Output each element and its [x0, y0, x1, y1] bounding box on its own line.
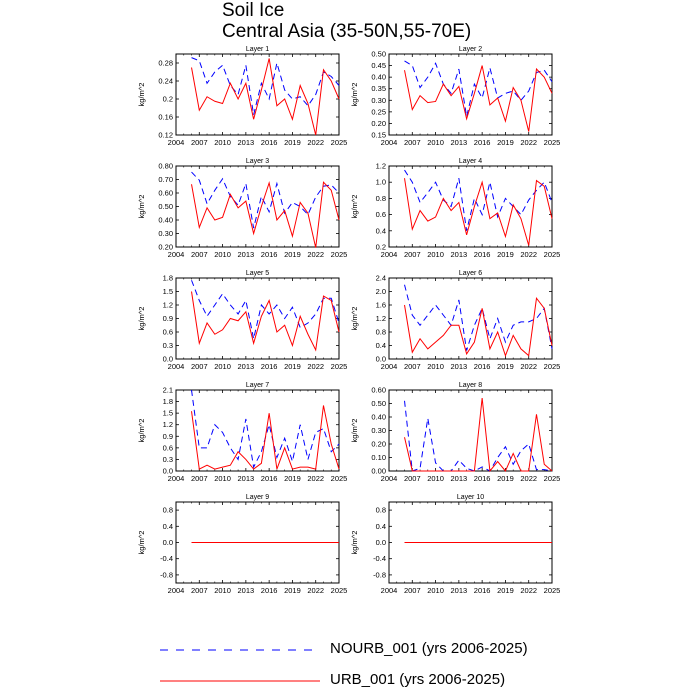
- legend-entry-urb: [160, 669, 560, 693]
- x-tick-label: 2022: [307, 138, 325, 147]
- x-tick-label: 2010: [427, 250, 444, 259]
- x-tick-label: 2004: [380, 138, 398, 147]
- y-tick-label: 1.2: [162, 420, 173, 430]
- y-tick-label: 2.0: [375, 287, 386, 296]
- y-tick-label: 0.12: [158, 130, 173, 140]
- x-tick-label: 2010: [214, 474, 231, 483]
- y-tick-label: 0.40: [158, 215, 173, 225]
- plot-frame: [389, 278, 552, 359]
- series-line-nourb: [405, 285, 552, 351]
- panel-title: Layer 10: [456, 494, 485, 501]
- x-tick-label: 2022: [520, 362, 538, 371]
- legend-swatch-urb: [160, 669, 320, 693]
- y-tick-label: 0.0: [162, 538, 173, 547]
- x-tick-label: 2013: [450, 362, 468, 371]
- series-line-urb: [192, 292, 339, 351]
- x-tick-label: 2016: [473, 474, 491, 483]
- y-tick-label: 0.9: [162, 314, 173, 323]
- plot-frame: [389, 390, 552, 471]
- y-tick-label: 0.10: [371, 453, 386, 462]
- x-tick-label: 2004: [167, 474, 185, 483]
- y-tick-label: 0.0: [162, 466, 173, 476]
- x-tick-label: 2025: [543, 586, 561, 595]
- x-tick-label: 2010: [214, 138, 231, 147]
- panel-title: Layer 1: [245, 46, 270, 53]
- legend-swatch-nourb: [160, 638, 320, 662]
- x-tick-label: 2025: [330, 362, 348, 371]
- x-tick-label: 2010: [214, 250, 231, 259]
- chart-panel-9: [137, 494, 347, 595]
- x-tick-label: 2016: [260, 586, 278, 595]
- y-tick-label: 0.20: [371, 118, 386, 128]
- chart-panel-4: [350, 158, 560, 259]
- y-axis-label: kg/m^2: [350, 418, 359, 443]
- x-tick-label: 2022: [520, 138, 538, 147]
- series-line-urb: [405, 398, 552, 471]
- legend-entry-nourb: [160, 638, 560, 662]
- title-line-2: Central Asia (35-50N,55-70E): [222, 21, 472, 42]
- x-tick-label: 2004: [167, 138, 185, 147]
- chart-panel-5: [137, 270, 347, 371]
- legend-label-urb: URB_001 (yrs 2006-2025): [330, 671, 506, 688]
- chart-panel-7: [137, 382, 347, 483]
- chart-panel-2: [350, 46, 560, 147]
- x-tick-label: 2019: [284, 250, 301, 259]
- x-tick-label: 2025: [543, 474, 561, 483]
- y-axis-label: kg/m^2: [350, 306, 359, 331]
- x-tick-label: 2004: [167, 586, 185, 595]
- x-tick-label: 2025: [543, 362, 561, 371]
- title-line-1: Soil Ice: [222, 0, 285, 21]
- y-tick-label: 0.45: [371, 61, 386, 71]
- series-line-urb: [192, 405, 339, 469]
- x-tick-label: 2016: [473, 586, 491, 595]
- y-tick-label: -0.4: [160, 554, 173, 564]
- y-tick-label: 1.5: [162, 287, 173, 296]
- x-tick-label: 2025: [330, 250, 348, 259]
- y-tick-label: 0.25: [371, 107, 386, 117]
- y-tick-label: 0.20: [158, 242, 173, 252]
- y-tick-label: 2.1: [162, 385, 173, 395]
- y-axis-label: kg/m^2: [137, 306, 146, 331]
- x-tick-label: 2007: [403, 474, 421, 483]
- x-tick-label: 2010: [214, 362, 231, 371]
- y-axis-label: kg/m^2: [137, 82, 146, 107]
- x-tick-label: 2013: [450, 474, 468, 483]
- x-tick-label: 2019: [284, 586, 301, 595]
- y-tick-label: 0.50: [158, 202, 173, 211]
- y-tick-label: 1.8: [162, 273, 173, 283]
- series-line-urb: [405, 298, 552, 355]
- x-tick-label: 2025: [330, 586, 348, 595]
- plot-frame: [176, 54, 339, 135]
- y-tick-label: 0.00: [371, 466, 386, 476]
- x-tick-label: 2004: [167, 250, 185, 259]
- x-tick-label: 2019: [497, 474, 514, 483]
- x-tick-label: 2016: [473, 250, 491, 259]
- x-tick-label: 2010: [427, 474, 444, 483]
- x-tick-label: 2010: [214, 586, 231, 595]
- x-tick-label: 2025: [543, 138, 561, 147]
- series-line-nourb: [192, 58, 339, 115]
- y-axis-label: kg/m^2: [137, 418, 146, 443]
- y-tick-label: 0.4: [162, 521, 173, 531]
- x-tick-label: 2019: [284, 362, 301, 371]
- panel-title: Layer 5: [245, 270, 270, 277]
- x-tick-label: 2013: [237, 138, 255, 147]
- panel-title: Layer 8: [458, 382, 483, 389]
- y-tick-label: 1.2: [162, 300, 173, 310]
- y-axis-label: kg/m^2: [137, 530, 146, 555]
- y-axis-label: kg/m^2: [137, 194, 146, 219]
- y-tick-label: 0.60: [371, 385, 386, 395]
- y-tick-label: 0.15: [371, 130, 386, 140]
- y-tick-label: -0.4: [373, 554, 386, 564]
- chart-panel-1: [137, 46, 347, 147]
- x-tick-label: 2004: [380, 474, 398, 483]
- y-tick-label: 0.24: [158, 76, 173, 86]
- panel-title: Layer 9: [245, 494, 270, 501]
- x-tick-label: 2025: [543, 250, 561, 259]
- y-tick-label: 0.28: [158, 58, 173, 68]
- y-tick-label: 0.8: [162, 505, 173, 515]
- x-tick-label: 2007: [403, 362, 421, 371]
- x-tick-label: 2004: [167, 362, 185, 371]
- x-tick-label: 2007: [403, 250, 421, 259]
- x-tick-label: 2007: [403, 138, 421, 147]
- y-tick-label: 0.6: [162, 327, 173, 337]
- x-tick-label: 2022: [307, 250, 325, 259]
- y-tick-label: 0.0: [375, 538, 386, 547]
- series-line-urb: [192, 59, 339, 136]
- y-tick-label: 0.0: [375, 354, 386, 364]
- x-tick-label: 2019: [497, 138, 514, 147]
- x-tick-label: 2013: [237, 586, 255, 595]
- x-tick-label: 2007: [190, 138, 208, 147]
- y-tick-label: 0.80: [158, 161, 173, 171]
- y-tick-label: 0.2: [375, 242, 386, 252]
- x-tick-label: 2019: [284, 138, 301, 147]
- y-tick-label: 0.30: [371, 95, 386, 105]
- y-tick-label: 0.40: [371, 72, 386, 82]
- x-tick-label: 2007: [190, 586, 208, 595]
- x-tick-label: 2025: [330, 474, 348, 483]
- x-tick-label: 2016: [260, 362, 278, 371]
- y-tick-label: 0.70: [158, 175, 173, 184]
- x-tick-label: 2022: [520, 250, 538, 259]
- y-tick-label: 0.4: [375, 226, 386, 236]
- x-tick-label: 2022: [307, 474, 325, 483]
- series-line-nourb: [405, 170, 552, 231]
- y-tick-label: 0.8: [375, 193, 386, 203]
- plot-frame: [389, 166, 552, 247]
- x-tick-label: 2013: [237, 250, 255, 259]
- panel-title: Layer 6: [458, 270, 483, 277]
- y-tick-label: 0.40: [371, 412, 386, 422]
- x-tick-label: 2016: [473, 362, 491, 371]
- x-tick-label: 2019: [497, 362, 514, 371]
- x-tick-label: 2007: [190, 474, 208, 483]
- x-tick-label: 2016: [260, 250, 278, 259]
- x-tick-label: 2010: [427, 586, 444, 595]
- y-tick-label: 0.8: [375, 327, 386, 337]
- y-tick-label: 1.0: [375, 177, 386, 187]
- chart-panel-10: [350, 494, 560, 595]
- x-tick-label: 2022: [307, 586, 325, 595]
- panel-title: Layer 7: [245, 382, 270, 389]
- y-tick-label: 1.8: [162, 397, 173, 407]
- plot-frame: [176, 166, 339, 247]
- x-tick-label: 2007: [190, 250, 208, 259]
- x-tick-label: 2013: [450, 250, 468, 259]
- y-axis-label: kg/m^2: [350, 82, 359, 107]
- chart-panel-6: [350, 270, 560, 371]
- x-tick-label: 2025: [330, 138, 348, 147]
- x-tick-label: 2013: [450, 586, 468, 595]
- y-tick-label: 0.3: [162, 341, 173, 350]
- x-tick-label: 2007: [403, 586, 421, 595]
- y-tick-label: 0.2: [162, 94, 173, 104]
- y-tick-label: -0.8: [373, 570, 386, 580]
- y-tick-label: 0.16: [158, 112, 173, 122]
- x-tick-label: 2010: [427, 138, 444, 147]
- y-tick-label: 0.4: [375, 341, 386, 350]
- chart-panel-8: [350, 382, 560, 483]
- x-tick-label: 2004: [380, 250, 398, 259]
- y-tick-label: 1.6: [375, 300, 386, 310]
- x-tick-label: 2022: [520, 586, 538, 595]
- x-tick-label: 2019: [497, 250, 514, 259]
- y-tick-label: 0.9: [162, 431, 173, 441]
- y-tick-label: 0.3: [162, 454, 173, 464]
- series-line-urb: [405, 66, 552, 132]
- panel-title: Layer 4: [458, 158, 483, 165]
- y-tick-label: 1.2: [375, 161, 386, 171]
- y-tick-label: 0.30: [158, 229, 173, 238]
- x-tick-label: 2019: [497, 586, 514, 595]
- chart-panel-3: [137, 158, 347, 259]
- x-tick-label: 2022: [520, 474, 538, 483]
- y-axis-label: kg/m^2: [350, 194, 359, 219]
- legend-label-nourb: NOURB_001 (yrs 2006-2025): [330, 640, 528, 657]
- y-tick-label: 1.2: [375, 314, 386, 323]
- y-tick-label: 0.0: [162, 354, 173, 364]
- y-tick-label: 2.4: [375, 273, 386, 283]
- series-line-urb: [192, 182, 339, 247]
- y-tick-label: 1.5: [162, 408, 173, 418]
- y-axis-label: kg/m^2: [350, 530, 359, 555]
- x-tick-label: 2010: [427, 362, 444, 371]
- x-tick-label: 2013: [237, 362, 255, 371]
- series-line-nourb: [405, 61, 552, 117]
- x-tick-label: 2013: [237, 474, 255, 483]
- x-tick-label: 2004: [380, 362, 398, 371]
- y-tick-label: 0.60: [158, 188, 173, 198]
- panel-title: Layer 3: [245, 158, 270, 165]
- y-tick-label: -0.8: [160, 570, 173, 580]
- x-tick-label: 2013: [450, 138, 468, 147]
- y-tick-label: 0.30: [371, 426, 386, 435]
- y-tick-label: 0.8: [375, 505, 386, 515]
- x-tick-label: 2004: [380, 586, 398, 595]
- plot-frame: [389, 54, 552, 135]
- y-tick-label: 0.6: [375, 210, 386, 220]
- y-tick-label: 0.50: [371, 399, 386, 408]
- y-tick-label: 0.4: [375, 521, 386, 531]
- x-tick-label: 2019: [284, 474, 301, 483]
- x-tick-label: 2016: [260, 474, 278, 483]
- x-tick-label: 2022: [307, 362, 325, 371]
- series-line-urb: [405, 178, 552, 245]
- y-tick-label: 0.6: [162, 443, 173, 453]
- panel-title: Layer 2: [458, 46, 483, 53]
- x-tick-label: 2007: [190, 362, 208, 371]
- y-tick-label: 0.20: [371, 439, 386, 449]
- series-line-nourb: [192, 172, 339, 228]
- x-tick-label: 2016: [260, 138, 278, 147]
- x-tick-label: 2016: [473, 138, 491, 147]
- y-tick-label: 0.50: [371, 49, 386, 59]
- y-tick-label: 0.35: [371, 84, 386, 94]
